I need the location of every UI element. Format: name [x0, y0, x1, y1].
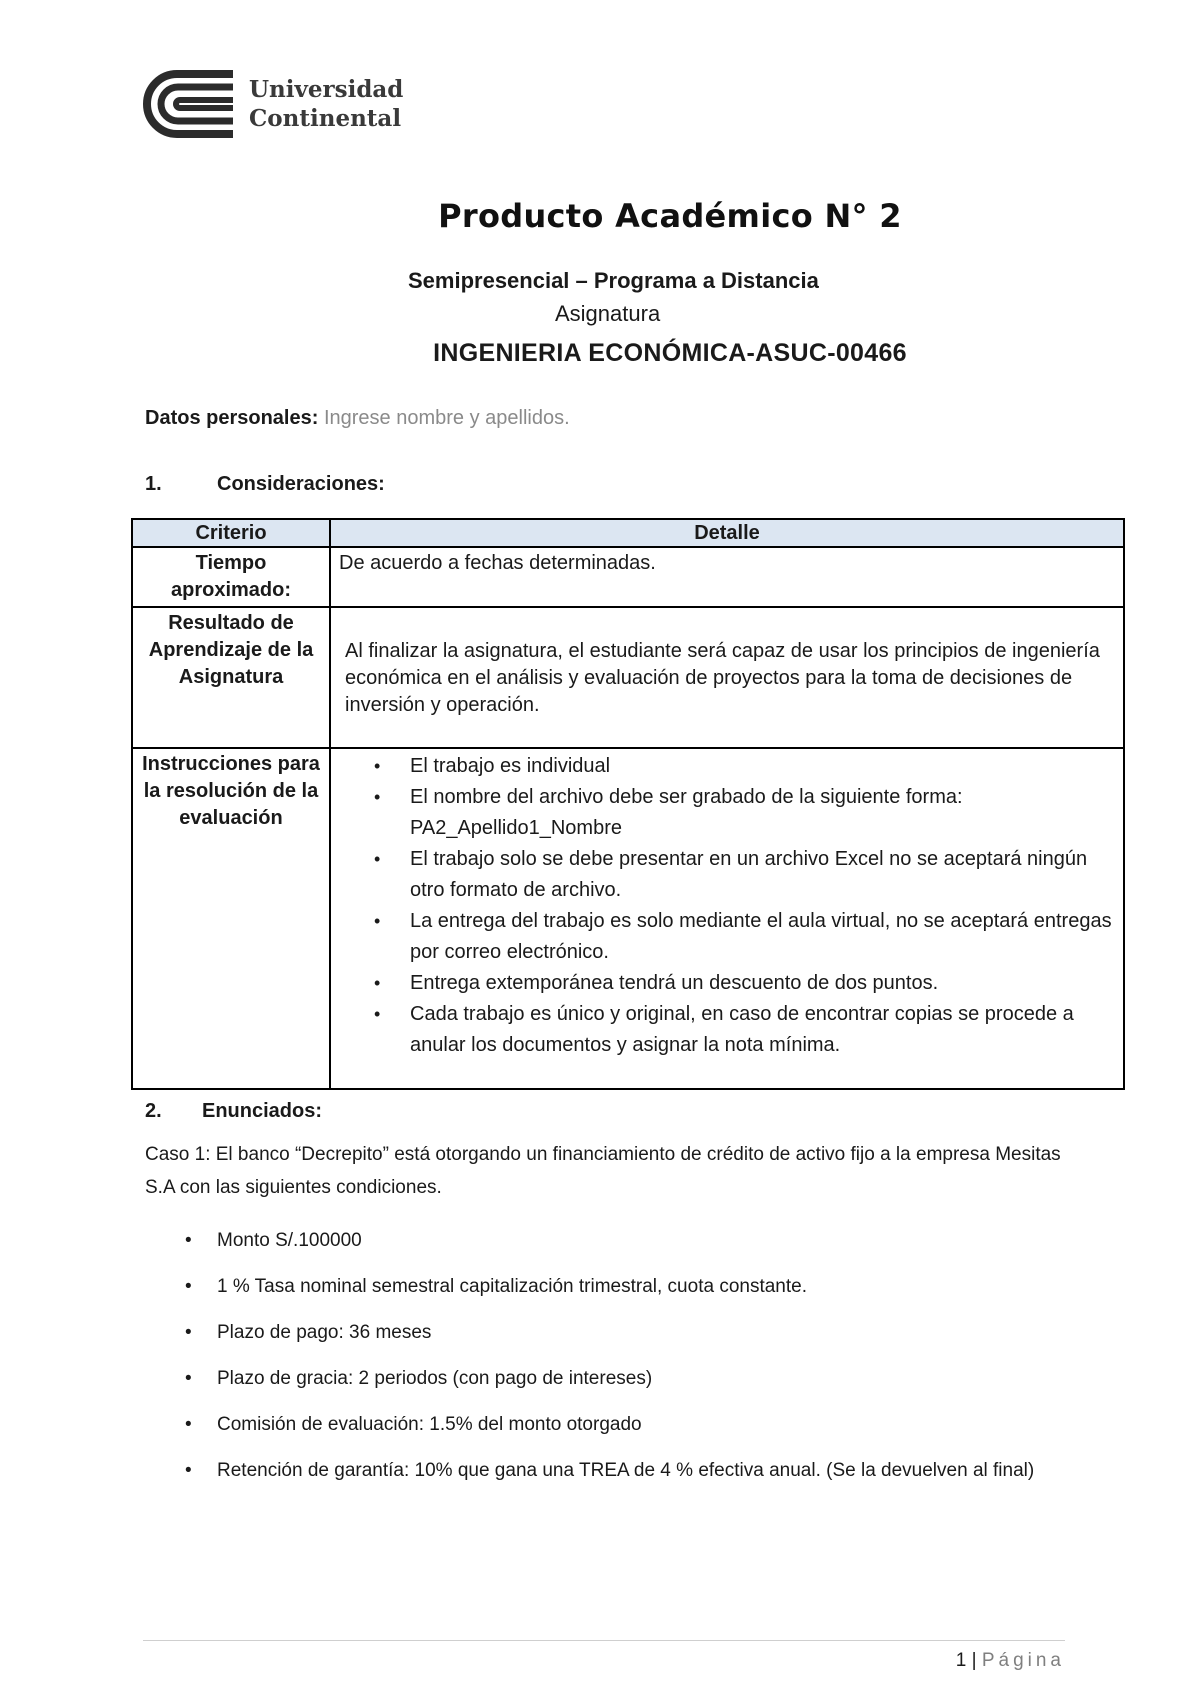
footer-divider [143, 1640, 1065, 1641]
list-item: • Monto S/.100000 [145, 1225, 1065, 1257]
page-footer [956, 1650, 1065, 1672]
table-header-row [132, 519, 1124, 547]
personal-data [145, 407, 570, 430]
section-heading-2 [145, 1100, 322, 1123]
list-item: • El trabajo solo se debe presentar en un archivo Excel no se aceptará ningún otro formato de archivo. [410, 844, 1115, 906]
personal-data-label: Datos personales: [145, 407, 319, 429]
list-item: • El trabajo es individual [410, 751, 1115, 782]
list-item: • La entrega del trabajo es solo mediante el aula virtual, no se aceptará entregas por correo electrónico. [410, 906, 1115, 968]
list-item: • Entrega extemporánea tendrá un descuento de dos puntos. [410, 968, 1115, 999]
list-item: • Plazo de pago: 36 meses [145, 1317, 1065, 1349]
footer-separator: | [971, 1650, 977, 1671]
personal-data-placeholder[interactable]: Ingrese nombre y apellidos. [323, 407, 570, 429]
conditions-list [145, 1225, 1065, 1501]
list-item: • Cada trabajo es único y original, en caso de encontrar copias se procede a anular los documentos y asignar la nota mínima. [410, 999, 1115, 1061]
row-key: Resultado de Aprendizaje de la Asignatura [132, 607, 330, 748]
table-row [132, 748, 1124, 1089]
row-key: Instrucciones para la resolución de la evaluación [132, 748, 330, 1089]
instructions-list [339, 751, 1115, 1061]
page-label: Página [981, 1650, 1065, 1671]
subject-label: Asignatura [555, 301, 661, 326]
list-item: • Comisión de evaluación: 1.5% del monto otorgado [145, 1409, 1065, 1441]
section-number: 2. [145, 1100, 162, 1122]
section-heading-1 [145, 473, 385, 496]
row-value: Al finalizar la asignatura, el estudiante será capaz de usar los principios de ingeniería económica en el análisis y evaluación de proyectos para la toma de decisiones de inversión y operación. [330, 607, 1124, 748]
logo-emblem-icon [143, 70, 235, 138]
course-name: INGENIERIA ECONÓMICA-ASUC-00466 [433, 339, 907, 367]
logo-line-1: Universidad [249, 76, 404, 103]
logo-text [249, 75, 403, 133]
row-key: Tiempo aproximado: [132, 547, 330, 607]
logo-line-2: Continental [249, 105, 402, 132]
section-title: Enunciados: [202, 1100, 323, 1122]
program-subtitle: Semipresencial – Programa a Distancia [408, 268, 819, 293]
section-title: Consideraciones: [217, 473, 385, 495]
table-row [132, 607, 1124, 748]
table-row [132, 547, 1124, 607]
list-item: • El nombre del archivo debe ser grabado de la siguiente forma: PA2_Apellido1_Nombre [410, 782, 1115, 844]
list-item: • Retención de garantía: 10% que gana una TREA de 4 % efectiva anual. (Se la devuelven al final) [145, 1455, 1065, 1487]
row-value [330, 748, 1124, 1089]
university-logo [143, 70, 403, 138]
list-item: • Plazo de gracia: 2 periodos (con pago de intereses) [145, 1363, 1065, 1395]
list-item: • 1 % Tasa nominal semestral capitalización trimestral, cuota constante. [145, 1271, 1065, 1303]
case-statement: Caso 1: El banco “Decrepito” está otorgando un financiamiento de crédito de activo fijo a la empresa Mesitas S.A con las siguientes condiciones. [145, 1144, 1061, 1198]
table-header-detalle: Detalle [330, 519, 1124, 547]
table-header-criterio: Criterio [132, 519, 330, 547]
considerations-table [131, 518, 1125, 1090]
page-number: 1 [955, 1650, 967, 1671]
document-title: Producto Académico N° 2 [438, 197, 902, 235]
section-number: 1. [145, 473, 162, 495]
row-value: De acuerdo a fechas determinadas. [330, 547, 1124, 607]
